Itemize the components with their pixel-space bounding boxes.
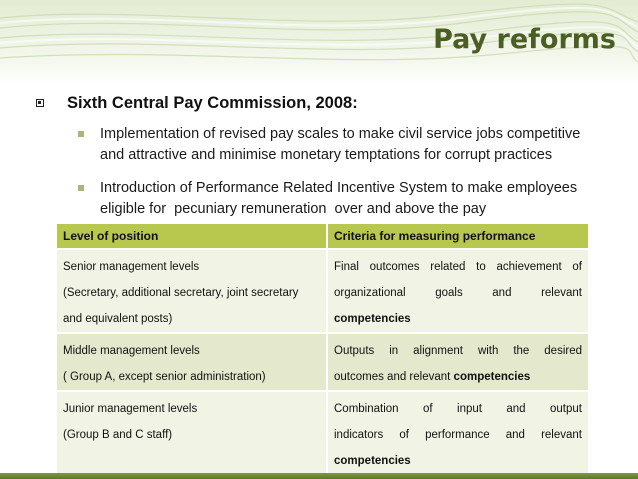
sub-bullet-line: eligible for pecuniary remuneration over and above the pay bbox=[100, 201, 487, 217]
square-bullet-icon bbox=[78, 131, 84, 137]
competencies-bold: competencies bbox=[334, 313, 411, 325]
sub-bullet-line: and attractive and minimise monetary temptations for corrupt practices bbox=[100, 147, 553, 163]
position-cell: Senior management levels (Secretary, additional secretary, joint secretary and equivalent posts) bbox=[57, 249, 327, 333]
sub-bullet-line: Introduction of Performance Related Incentive System to make employees bbox=[100, 180, 578, 196]
competencies-bold: competencies bbox=[453, 371, 531, 383]
table-row bbox=[57, 333, 589, 391]
competencies-bold: competencies bbox=[334, 455, 411, 467]
table-row bbox=[57, 249, 589, 333]
header-band bbox=[0, 0, 638, 82]
table-header-row bbox=[57, 224, 589, 249]
column-header-criteria: Criteria for measuring performance bbox=[327, 224, 589, 249]
slide-title: Pay reforms bbox=[433, 24, 616, 55]
square-bullet-icon bbox=[78, 185, 84, 191]
criteria-cell: Combination of input and output indicators of performance and relevant competencies bbox=[327, 391, 589, 474]
position-cell: Junior management levels (Group B and C staff) bbox=[57, 391, 327, 474]
sub-bullet-line: Implementation of revised pay scales to make civil service jobs competitive bbox=[100, 126, 581, 142]
main-bullet-text: Sixth Central Pay Commission, 2008: bbox=[67, 94, 358, 112]
criteria-cell: Final outcomes related to achievement of organizational goals and relevant competencies bbox=[327, 249, 589, 333]
performance-criteria-table bbox=[57, 224, 590, 474]
column-header-level: Level of position bbox=[57, 224, 327, 249]
checkbox-bullet-icon bbox=[36, 99, 44, 107]
footer-rule bbox=[0, 473, 638, 479]
criteria-cell: Outputs in alignment with the desired outcomes and relevant competencies bbox=[327, 333, 589, 391]
table-row bbox=[57, 391, 589, 474]
position-cell: Middle management levels ( Group A, except senior administration) bbox=[57, 333, 327, 391]
